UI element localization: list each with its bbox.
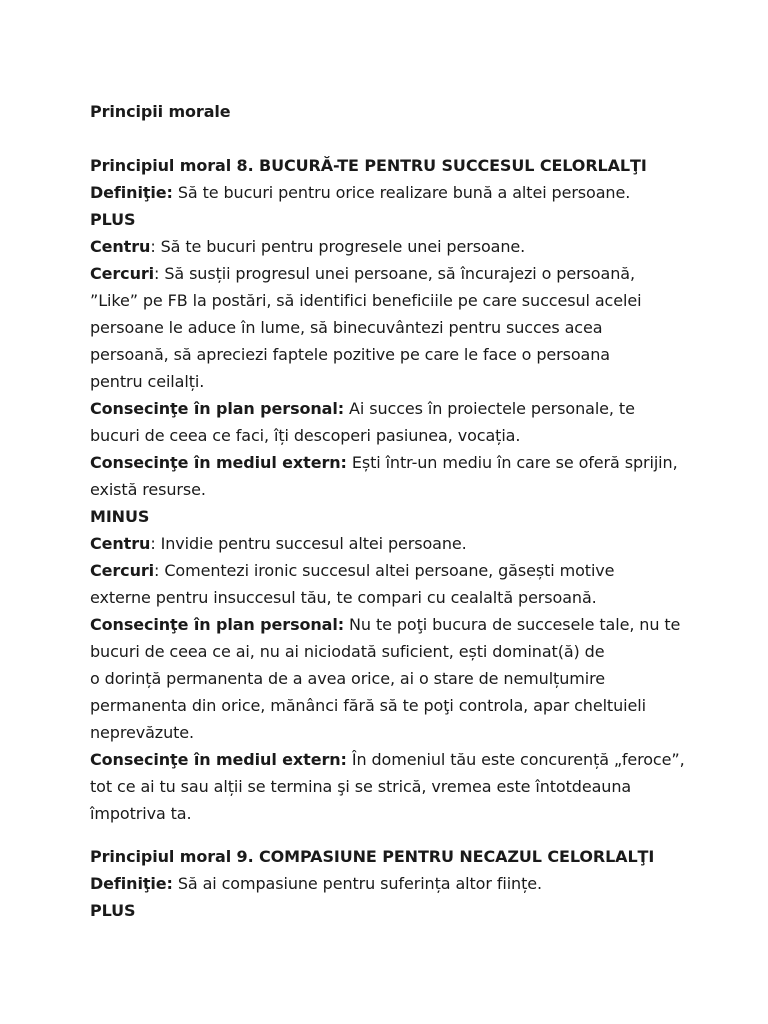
minus-personal-line-5: neprevăzute. xyxy=(90,723,195,742)
plus-label: PLUS xyxy=(90,901,136,920)
minus-personal-line-2: bucuri de ceea ce ai, nu ai niciodată suficient, ești dominat(ă) de xyxy=(90,642,605,661)
definition-label: Definiţie: xyxy=(90,183,173,202)
plus-label: PLUS xyxy=(90,210,136,229)
minus-personal-consequences xyxy=(90,611,750,746)
minus-circles xyxy=(90,557,750,611)
personal-consequences-text: Ai succes în proiectele personale, te xyxy=(344,399,635,418)
minus-circles-line-1 xyxy=(90,557,750,584)
circles-label: Cercuri xyxy=(90,264,155,283)
plus-center xyxy=(90,233,750,260)
principle-8-section xyxy=(90,152,750,827)
plus-circles-line-5: pentru ceilalți. xyxy=(90,372,205,391)
center-text: : Invidie pentru succesul altei persoane. xyxy=(150,534,467,553)
external-consequences-text: Ești într-un mediu în care se oferă sprijin, xyxy=(346,453,678,472)
center-label: Centru xyxy=(90,534,151,553)
center-label: Centru xyxy=(90,237,151,256)
section-spacer xyxy=(90,827,750,843)
document-page xyxy=(90,98,750,924)
plus-circles-line-4: persoană, să apreciezi faptele pozitive pe care le face o persoana xyxy=(90,345,611,364)
definition-text: Să ai compasiune pentru suferința altor ființe. xyxy=(172,874,542,893)
principle-9-definition xyxy=(90,870,750,897)
external-consequences-label: Consecinţe în mediul extern: xyxy=(90,453,347,472)
minus-circles-line-2: externe pentru insuccesul tău, te compari cu cealaltă persoană. xyxy=(90,588,597,607)
plus-external-line-1 xyxy=(90,449,750,476)
plus-circles xyxy=(90,260,750,395)
minus-personal-line-1 xyxy=(90,611,750,638)
definition-text: Să te bucuri pentru orice realizare bună a altei persoane. xyxy=(172,183,631,202)
plus-circles-line-3: persoane le aduce în lume, să binecuvântezi pentru succes acea xyxy=(90,318,603,337)
external-consequences-text: În domeniul tău este concurență „feroce”, xyxy=(346,750,685,769)
minus-external-consequences xyxy=(90,746,750,827)
document-title: Principii morale xyxy=(90,102,231,121)
principle-8-definition xyxy=(90,179,750,206)
minus-external-line-1 xyxy=(90,746,750,773)
minus-label: MINUS xyxy=(90,507,150,526)
external-consequences-label: Consecinţe în mediul extern: xyxy=(90,750,347,769)
plus-circles-line-2: ”Like” pe FB la postări, să identifici beneficiile pe care succesul acelei xyxy=(90,291,642,310)
circles-label: Cercuri xyxy=(90,561,155,580)
principle-9-section xyxy=(90,843,750,924)
plus-external-consequences xyxy=(90,449,750,503)
plus-external-line-2: există resurse. xyxy=(90,480,206,499)
minus-external-line-2: tot ce ai tu sau alții se termina şi se strică, vremea este întotdeauna xyxy=(90,777,632,796)
plus-circles-line-1 xyxy=(90,260,750,287)
principle-9-heading: Principiul moral 9. COMPASIUNE PENTRU NECAZUL CELORLALŢI xyxy=(90,847,655,866)
minus-external-line-3: împotriva ta. xyxy=(90,804,192,823)
minus-personal-line-4: permanenta din orice, mănânci fără să te poţi controla, apar cheltuieli xyxy=(90,696,646,715)
center-text: : Să te bucuri pentru progresele unei persoane. xyxy=(150,237,526,256)
definition-label: Definiţie: xyxy=(90,874,173,893)
personal-consequences-text: Nu te poţi bucura de succesele tale, nu te xyxy=(344,615,681,634)
personal-consequences-label: Consecinţe în plan personal: xyxy=(90,399,345,418)
circles-text: : Comentezi ironic succesul altei persoane, găsești motive xyxy=(154,561,615,580)
principle-8-heading: Principiul moral 8. BUCURĂ-TE PENTRU SUCCESUL CELORLALŢI xyxy=(90,156,647,175)
personal-consequences-label: Consecinţe în plan personal: xyxy=(90,615,345,634)
minus-personal-line-3: o dorință permanenta de a avea orice, ai o stare de nemulțumire xyxy=(90,669,605,688)
plus-personal-consequences xyxy=(90,395,750,449)
plus-personal-line-2: bucuri de ceea ce faci, îți descoperi pasiunea, vocația. xyxy=(90,426,521,445)
minus-center xyxy=(90,530,750,557)
plus-personal-line-1 xyxy=(90,395,750,422)
circles-text: : Să susții progresul unei persoane, să încurajezi o persoană, xyxy=(154,264,635,283)
